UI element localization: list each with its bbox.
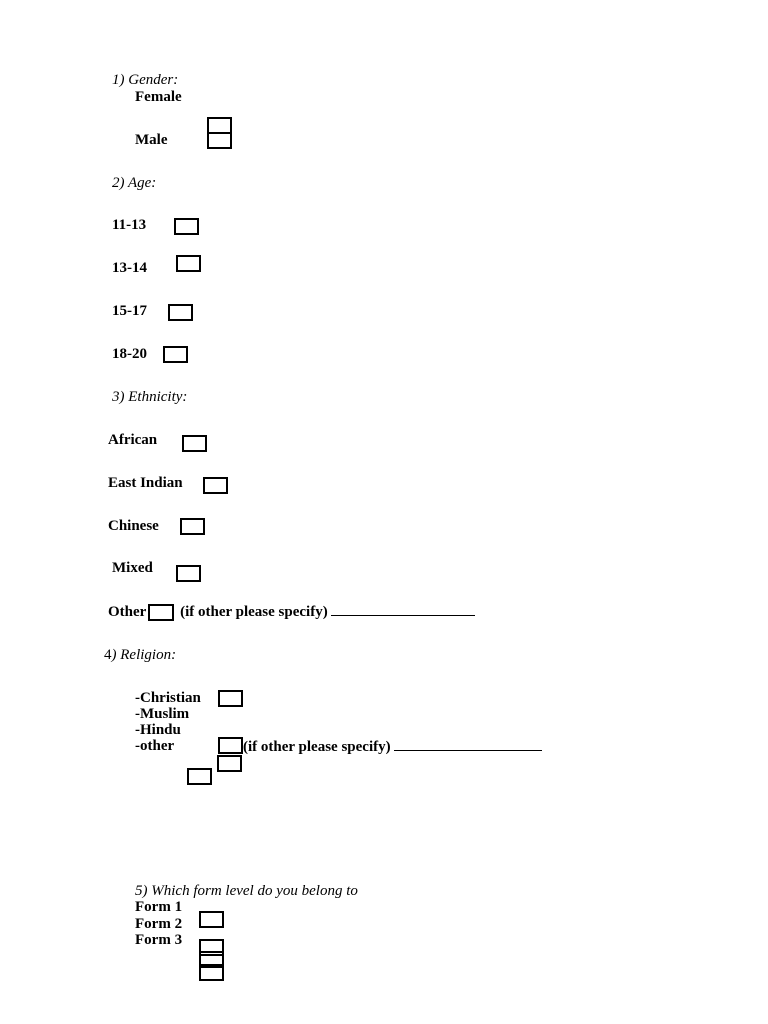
checkbox-male[interactable] [207,132,232,149]
checkbox-other-ethnicity[interactable] [148,604,174,621]
option-label-african: African [108,432,158,448]
option-label-form-2: Form 2 [135,916,183,932]
checkbox-muslim[interactable] [187,768,212,785]
option-label-female: Female [135,89,182,105]
checkbox-age-11-13[interactable] [174,218,199,235]
option-label-form-3: Form 3 [135,932,183,948]
option-label-east-indian: East Indian [108,475,183,491]
option-label-male: Male [135,132,168,148]
question-age-title: 2) Age: [112,175,157,191]
option-label-muslim: -Muslim [135,706,190,722]
checkbox-mixed[interactable] [176,565,201,582]
question-religion-text: ) Religion: [111,647,177,663]
option-label-christian: -Christian [135,690,201,706]
option-label-form-1: Form 1 [135,899,183,915]
checkbox-age-18-20[interactable] [163,346,188,363]
option-label-age-15-17: 15-17 [112,303,147,319]
other-specify-note: (if other please specify) [180,604,328,620]
question-ethnicity-title: 3) Ethnicity: [112,389,188,405]
checkbox-age-13-14[interactable] [176,255,201,272]
checkbox-form-extra[interactable] [199,964,224,981]
option-label-other-religion: -other [135,738,175,754]
checkbox-other-religion[interactable] [218,737,243,754]
other-row-ethnicity [108,603,475,621]
option-label-chinese: Chinese [108,518,159,534]
other-specify-note-religion: (if other please specify) [243,739,391,755]
question-religion-title [104,647,176,664]
checkbox-african[interactable] [182,435,207,452]
checkbox-age-15-17[interactable] [168,304,193,321]
checkbox-east-indian[interactable] [203,477,228,494]
checkbox-chinese[interactable] [180,518,205,535]
checkbox-form-1[interactable] [199,911,224,928]
question-gender-title: 1) Gender: [112,72,179,88]
option-label-hindu: -Hindu [135,722,181,738]
option-label-age-18-20: 18-20 [112,346,147,362]
other-specify-line-religion[interactable] [394,738,542,751]
question-religion-number: 4 [104,647,112,663]
option-label-other: Other [108,604,147,620]
option-label-age-11-13: 11-13 [112,217,147,233]
other-row-religion [243,738,542,756]
option-label-age-13-14: 13-14 [112,260,147,276]
checkbox-christian[interactable] [218,690,243,707]
checkbox-hindu[interactable] [217,755,242,772]
option-label-mixed: Mixed [112,560,153,576]
question-form-level-title: 5) Which form level do you belong to [135,883,358,899]
other-specify-line[interactable] [331,603,475,616]
